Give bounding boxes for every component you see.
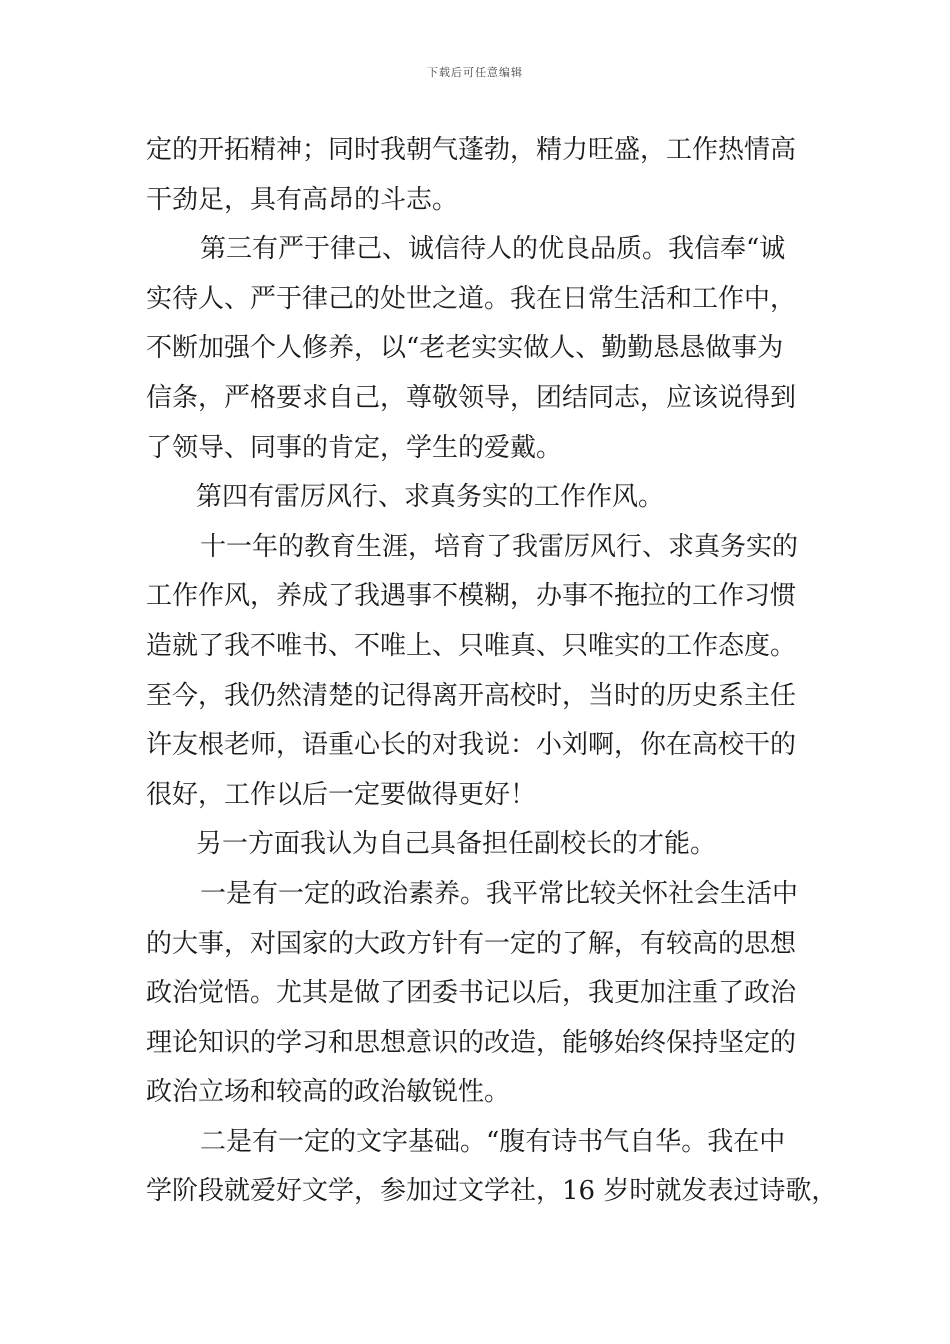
text-line: 定的开拓精神；同时我朝气蓬勃，精力旺盛，工作热情高 bbox=[146, 135, 797, 165]
text-line: 了领导、同事的肯定，学生的爱戴。 bbox=[146, 432, 563, 463]
text-line: 另一方面我认为自己具备担任副校长的才能。 bbox=[196, 829, 717, 860]
text-line: 很好，工作以后一定要做得更好！ bbox=[146, 779, 537, 810]
text-line: 造就了我不唯书、不唯上、只唯真、只唯实的工作态度。 bbox=[146, 630, 797, 661]
text-line: 的大事，对国家的大政方针有一定的了解，有较高的思想 bbox=[146, 928, 797, 959]
text-line: 许友根老师，语重心长的对我说：小刘啊，你在高校干的 bbox=[146, 730, 797, 761]
text-line: 至今，我仍然清楚的记得离开高校时，当时的历史系主任 bbox=[146, 680, 797, 711]
text-line: 政治立场和较高的政治敏锐性。 bbox=[146, 1077, 511, 1108]
text-line: 第三有严于律己、诚信待人的优良品质。我信奉“诚 bbox=[200, 234, 786, 265]
text-line: 第四有雷厉风行、求真务实的工作作风。 bbox=[196, 482, 665, 513]
text-line: 信条，严格要求自己，尊敬领导，团结同志，应该说得到 bbox=[146, 382, 797, 413]
text-line: 二是有一定的文字基础。“腹有诗书气自华。我在中 bbox=[200, 1126, 786, 1157]
text-line: 一是有一定的政治素养。我平常比较关怀社会生活中 bbox=[200, 878, 799, 909]
text-line: 十一年的教育生涯，培育了我雷厉风行、求真务实的 bbox=[200, 531, 799, 562]
text-line: 实待人、严于律己的处世之道。我在日常生活和工作中， bbox=[146, 283, 797, 314]
text-line: 不断加强个人修养，以“老老实实做人、勤勤恳恳做事为 bbox=[146, 333, 784, 364]
text-line: 工作作风，养成了我遇事不模糊，办事不拖拉的工作习惯 bbox=[146, 581, 797, 612]
text-line: 干劲足，具有高昂的斗志。 bbox=[146, 184, 459, 215]
text-line: 学阶段就爱好文学，参加过文学社，16 岁时就发表过诗歌， bbox=[146, 1176, 838, 1207]
text-line: 政治觉悟。尤其是做了团委书记以后，我更加注重了政治 bbox=[146, 978, 797, 1009]
text-line: 理论知识的学习和思想意识的改造，能够始终保持坚定的 bbox=[146, 1027, 797, 1058]
body-text bbox=[146, 126, 838, 1217]
header-note: 下载后可任意编辑 bbox=[427, 66, 523, 79]
